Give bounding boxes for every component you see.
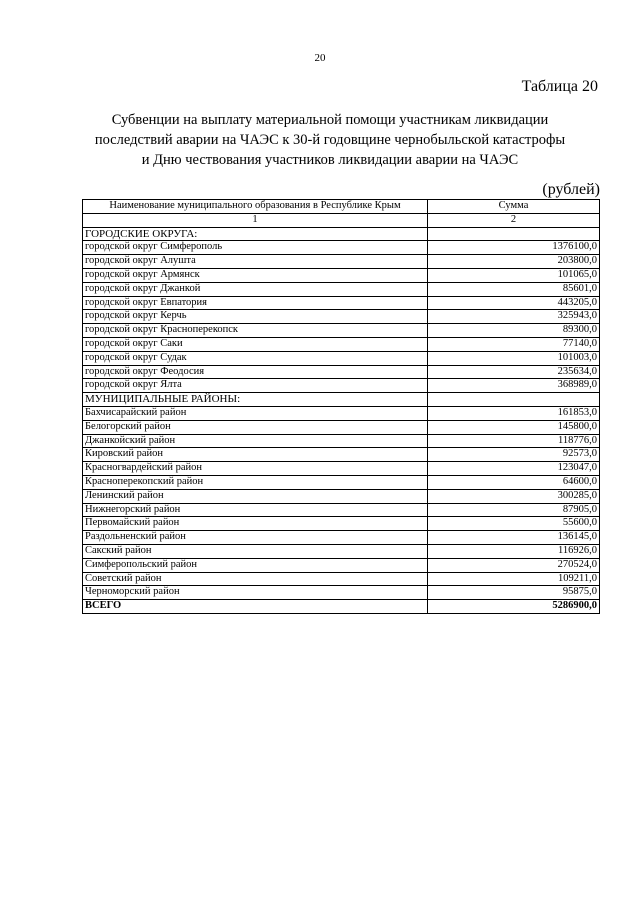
subvention-table — [82, 199, 600, 614]
amount-cell: 235634,0 — [428, 365, 600, 379]
amount-cell: 368989,0 — [428, 379, 600, 393]
region-name-cell: городской округ Евпатория — [83, 296, 428, 310]
title-line: последствий аварии на ЧАЭС к 30-й годовщине чернобыльской катастрофы — [94, 132, 566, 148]
header-sum-cell: Сумма — [428, 200, 600, 214]
amount-cell: 64600,0 — [428, 475, 600, 489]
table-row — [83, 448, 600, 462]
region-name-cell: городской округ Симферополь — [83, 241, 428, 255]
table-row — [83, 462, 600, 476]
amount-cell: 89300,0 — [428, 324, 600, 338]
region-name-cell: Раздольненский район — [83, 531, 428, 545]
table-row — [83, 337, 600, 351]
table-header-row — [83, 200, 600, 214]
table-row — [83, 351, 600, 365]
region-name-cell: городской округ Красноперекопск — [83, 324, 428, 338]
table-row — [83, 586, 600, 600]
amount-cell: 161853,0 — [428, 406, 600, 420]
units-label: (рублей) — [542, 181, 600, 198]
table-row — [83, 572, 600, 586]
title-line: Субвенции на выплату материальной помощи участникам ликвидации — [111, 112, 549, 128]
table-row — [83, 406, 600, 420]
amount-cell: 325943,0 — [428, 310, 600, 324]
region-name-cell: городской округ Феодосия — [83, 365, 428, 379]
region-name-cell: Белогорский район — [83, 420, 428, 434]
region-name-cell: Красноперекопский район — [83, 475, 428, 489]
table-row — [83, 379, 600, 393]
table-row — [83, 268, 600, 282]
table-row — [83, 420, 600, 434]
page-number: 20 — [314, 52, 326, 64]
table-row — [83, 310, 600, 324]
region-name-cell: Красногвардейский район — [83, 462, 428, 476]
table-row — [83, 544, 600, 558]
amount-cell: 116926,0 — [428, 544, 600, 558]
amount-cell: 5286900,0 — [428, 600, 600, 614]
amount-cell: 92573,0 — [428, 448, 600, 462]
amount-cell: 101065,0 — [428, 268, 600, 282]
section-empty-cell — [428, 393, 600, 407]
table-row — [83, 296, 600, 310]
region-name-cell: Сакский район — [83, 544, 428, 558]
section-label: ГОРОДСКИЕ ОКРУГА: — [83, 227, 428, 241]
region-name-cell: Бахчисарайский район — [83, 406, 428, 420]
table-row — [83, 489, 600, 503]
table-row — [83, 365, 600, 379]
amount-cell: 443205,0 — [428, 296, 600, 310]
table-row — [83, 282, 600, 296]
region-name-cell: ВСЕГО — [83, 600, 428, 614]
amount-cell: 85601,0 — [428, 282, 600, 296]
section-empty-cell — [428, 227, 600, 241]
amount-cell: 300285,0 — [428, 489, 600, 503]
header-name-cell: Наименование муниципального образования в Республике Крым — [83, 200, 428, 214]
region-name-cell: городской округ Джанкой — [83, 282, 428, 296]
amount-cell: 87905,0 — [428, 503, 600, 517]
section-row-urban — [83, 227, 600, 241]
amount-cell: 118776,0 — [428, 434, 600, 448]
region-name-cell: городской округ Саки — [83, 337, 428, 351]
title-line: и Дню чествования участников ликвидации аварии на ЧАЭС — [141, 152, 519, 168]
region-name-cell: Нижнегорский район — [83, 503, 428, 517]
region-name-cell: городской округ Армянск — [83, 268, 428, 282]
region-name-cell: Первомайский район — [83, 517, 428, 531]
region-name-cell: городской округ Керчь — [83, 310, 428, 324]
column-number-1: 1 — [83, 213, 428, 227]
region-name-cell: Черноморский район — [83, 586, 428, 600]
table-row — [83, 324, 600, 338]
amount-cell: 101003,0 — [428, 351, 600, 365]
amount-cell: 77140,0 — [428, 337, 600, 351]
column-number-row — [83, 213, 600, 227]
region-name-cell: городской округ Алушта — [83, 255, 428, 269]
region-name-cell: Симферопольский район — [83, 558, 428, 572]
amount-cell: 55600,0 — [428, 517, 600, 531]
table-row — [83, 503, 600, 517]
region-name-cell: Советский район — [83, 572, 428, 586]
table-row — [83, 475, 600, 489]
column-number-2: 2 — [428, 213, 600, 227]
amount-cell: 145800,0 — [428, 420, 600, 434]
table-row — [83, 558, 600, 572]
region-name-cell: городской округ Ялта — [83, 379, 428, 393]
section-row-districts — [83, 393, 600, 407]
amount-cell: 270524,0 — [428, 558, 600, 572]
table-row — [83, 241, 600, 255]
table-row — [83, 531, 600, 545]
table-row — [83, 434, 600, 448]
region-name-cell: городской округ Судак — [83, 351, 428, 365]
amount-cell: 203800,0 — [428, 255, 600, 269]
amount-cell: 123047,0 — [428, 462, 600, 476]
region-name-cell: Ленинский район — [83, 489, 428, 503]
table-row — [83, 517, 600, 531]
amount-cell: 95875,0 — [428, 586, 600, 600]
region-name-cell: Джанкойский район — [83, 434, 428, 448]
amount-cell: 136145,0 — [428, 531, 600, 545]
section-label: МУНИЦИПАЛЬНЫЕ РАЙОНЫ: — [83, 393, 428, 407]
total-row — [83, 600, 600, 614]
region-name-cell: Кировский район — [83, 448, 428, 462]
table-row — [83, 255, 600, 269]
amount-cell: 1376100,0 — [428, 241, 600, 255]
amount-cell: 109211,0 — [428, 572, 600, 586]
table-label: Таблица 20 — [521, 78, 598, 95]
document-title — [60, 110, 600, 170]
